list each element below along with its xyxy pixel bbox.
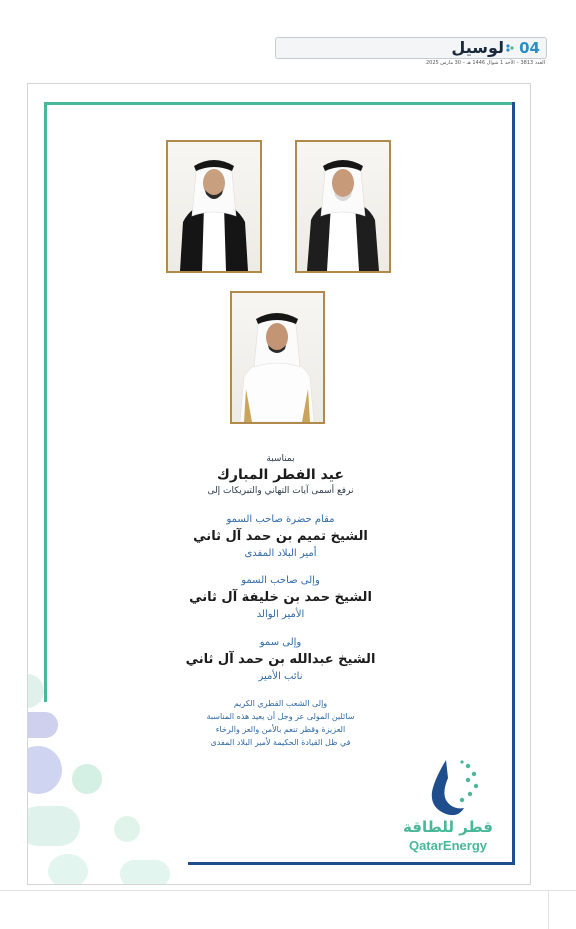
addressee-3-title: وإلى سمو — [259, 637, 302, 648]
portrait-center — [230, 291, 325, 424]
closing-line-2: سائلين المولى عز وجل أن يعيد هذه المناسبة — [206, 712, 355, 721]
person-icon — [232, 293, 323, 422]
portrait-right — [166, 140, 262, 273]
addressee-3-name: الشيخ عبدالله بن حمد آل ثاني — [185, 652, 376, 667]
page-side-rule — [548, 890, 549, 929]
closing-line-4: في ظل القيادة الحكيمة لأمير البلاد المفدى — [210, 738, 351, 747]
page-number: 04 — [519, 39, 540, 57]
logo-english: QatarEnergy — [408, 838, 488, 853]
page-bottom-rule — [0, 890, 576, 891]
frame-bottom-border — [188, 862, 515, 865]
masthead: لوسيل — [451, 38, 504, 57]
closing-line-3: العزيزة وقطر تنعم بالأمن والعز والرخاء — [215, 725, 346, 734]
greeting-advertisement — [27, 83, 531, 885]
person-icon — [168, 142, 260, 271]
addressee-2-name: الشيخ حمد بن خليفة آل ثاني — [189, 590, 372, 605]
frame-top-border — [44, 102, 514, 105]
portrait-left — [295, 140, 391, 273]
frame-right-border — [512, 102, 515, 864]
dots-icon — [506, 44, 514, 52]
logo-arabic: قطر للطاقة — [403, 818, 493, 836]
addressee-2-title: وإلى صاحب السمو — [241, 575, 320, 586]
closing-line-1: وإلى الشعب القطري الكريم — [233, 699, 328, 708]
addressee-1-title: مقام حضرة صاحب السمو — [226, 514, 335, 525]
addressee-2-role: الأمير الوالد — [256, 609, 305, 620]
drop-icon — [424, 756, 484, 818]
person-icon — [297, 142, 389, 271]
occasion-intro: بمناسبة — [266, 454, 295, 464]
qatarenergy-logo — [398, 756, 498, 856]
header-bar — [275, 37, 547, 59]
issue-line: العدد 3813 – الأحد 1 شوال 1446 هـ – 30 مارس 2025 — [425, 60, 545, 66]
offer-line: نرفع أسمى آيات التهاني والتبريكات إلى — [207, 486, 354, 496]
frame-left-border — [44, 102, 47, 702]
occasion-title: عيد الفطر المبارك — [217, 467, 344, 483]
addressee-3-role: نائب الأمير — [258, 671, 303, 682]
addressee-1-name: الشيخ تميم بن حمد آل ثاني — [193, 529, 368, 544]
addressee-1-role: أمير البلاد المفدى — [244, 548, 317, 559]
